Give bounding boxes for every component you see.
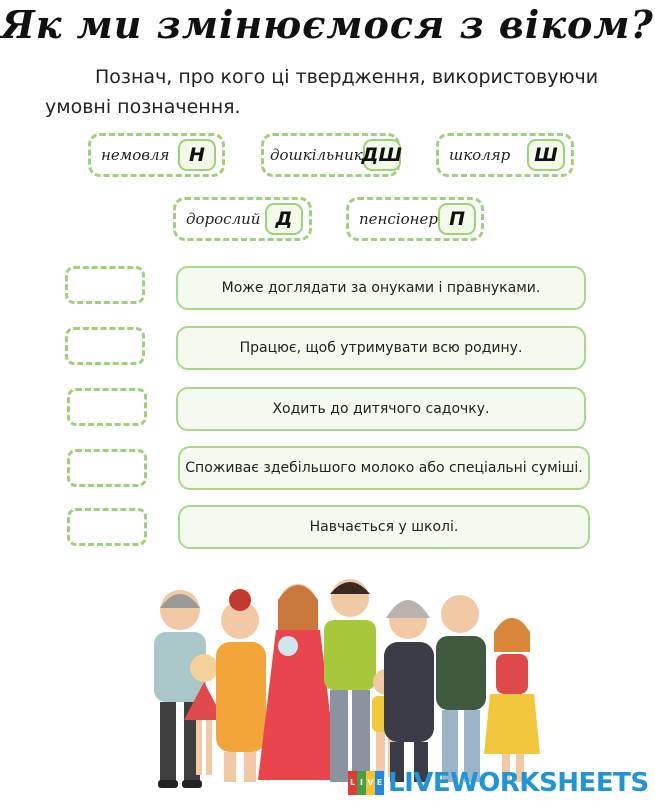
legend-item-preschooler [261,133,400,177]
legend-code: ДШ [363,139,401,171]
legend-label: дошкільник [270,146,363,164]
legend-item-schoolchild [436,133,574,177]
legend-code: Н [178,139,216,171]
young-woman-figure [484,618,540,782]
answer-input-1[interactable] [65,266,145,304]
father-figure [324,579,376,782]
statement-3: Ходить до дитячого садочку. [176,387,586,431]
legend-code: Ш [527,139,565,171]
statement-4: Споживає здебільшого молоко або спеціальні суміші. [178,446,590,490]
answer-input-4[interactable] [67,449,147,487]
legend-code: Д [265,203,303,235]
grandfather-2-figure [436,595,486,782]
answer-input-2[interactable] [65,327,145,365]
grandmother-2-figure [384,600,434,782]
legend-item-infant [88,133,225,177]
legend-code: П [438,203,476,235]
statement-2: Працює, щоб утримувати всю родину. [176,326,586,370]
statement-5: Навчається у школі. [178,505,590,549]
legend-item-adult [173,197,312,241]
liveworksheets-logo[interactable] [348,768,649,798]
grandmother-figure [216,589,266,782]
legend-item-pensioner [346,197,484,241]
legend-label: немовля [101,146,170,164]
instruction-text: Познач, про кого ці твердження, використовуючи умовні позначення. [45,66,599,118]
legend-label: школяр [449,146,511,164]
statement-1: Може доглядати за онуками і правнуками. [176,266,586,310]
brand-text: LIVEWORKSHEETS [388,768,649,798]
answer-input-5[interactable] [67,508,147,546]
legend-label: дорослий [186,210,261,228]
legend-label: пенсіонер [359,210,439,228]
answer-input-3[interactable] [67,388,147,426]
brand-mark-icon: L I V E [348,771,384,795]
page-title: Як ми змінюємося з віком? [1,2,654,47]
